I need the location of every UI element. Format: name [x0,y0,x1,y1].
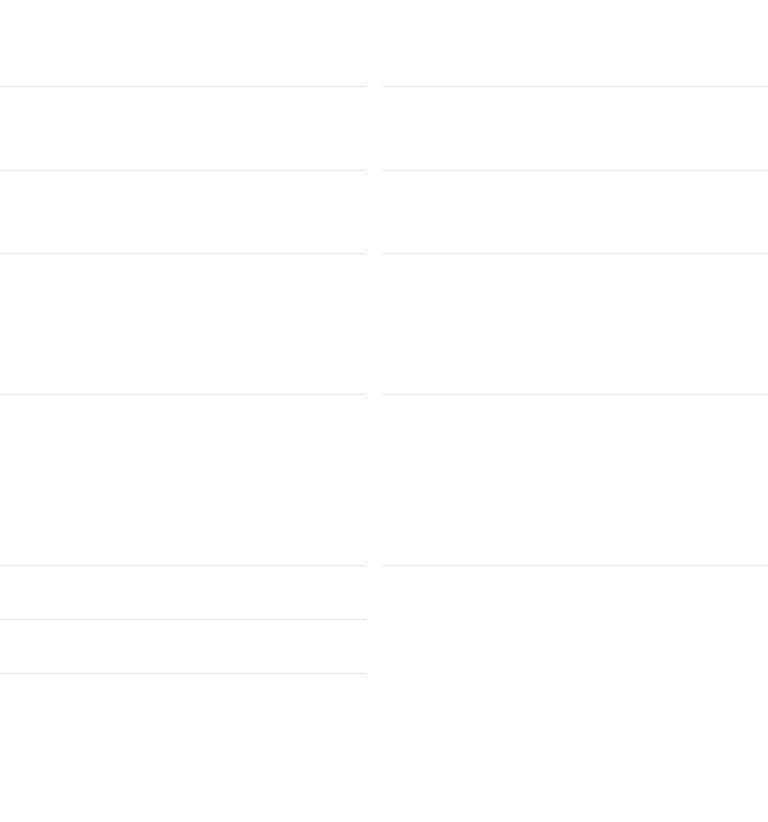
list-row [383,86,768,170]
list-row [0,565,366,619]
list-row [0,86,366,170]
list-row [383,394,768,566]
list-row [0,170,366,253]
list-row [0,394,366,565]
list-row [383,253,768,394]
list-row [383,170,768,253]
list-row [0,253,366,394]
left-list [0,86,366,674]
right-list [383,86,768,566]
list-row [0,619,366,674]
